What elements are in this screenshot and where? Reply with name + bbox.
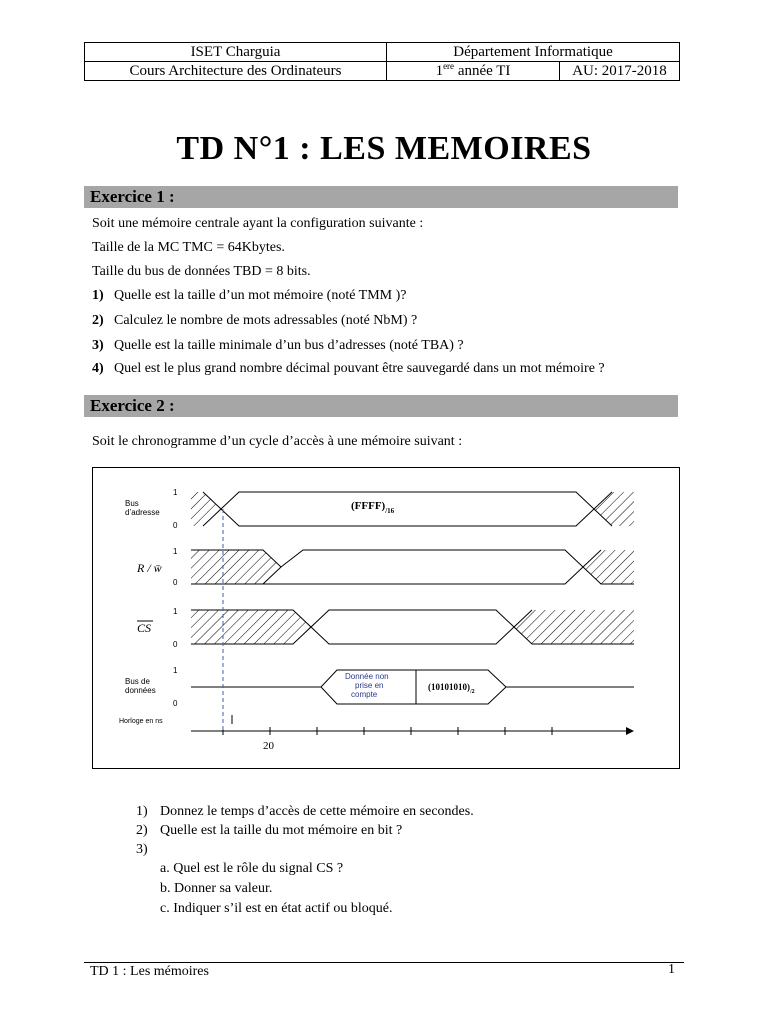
rw-hatch-right bbox=[583, 550, 634, 584]
level-high: 1 bbox=[173, 666, 178, 675]
data-bus-label: Bus de bbox=[125, 677, 150, 686]
address-hatch-left bbox=[191, 492, 221, 526]
cs-hatch-left bbox=[191, 610, 311, 644]
ex1-intro-line: Soit une mémoire centrale ayant la configuration suivante : bbox=[92, 216, 424, 231]
ex1-question: 2) Calculez le nombre de mots adressables (noté NbM) ? bbox=[92, 313, 418, 328]
level-high: 1 bbox=[173, 488, 178, 497]
footer-divider bbox=[84, 962, 684, 963]
exercise-1-heading: Exercice 1 : bbox=[84, 186, 678, 208]
exercise-2-heading: Exercice 2 : bbox=[84, 395, 678, 417]
academic-year: AU: 2017-2018 bbox=[560, 62, 680, 81]
level-high: 1 bbox=[173, 547, 178, 556]
level-low: 0 bbox=[173, 699, 178, 708]
department-name: Département Informatique bbox=[387, 43, 680, 62]
level-low: 0 bbox=[173, 521, 178, 530]
rw-label: R / w̄ bbox=[137, 561, 162, 575]
address-hatch-right bbox=[594, 492, 634, 526]
ex1-question: 3) Quelle est la taille minimale d’un bus d’adresses (noté TBA) ? bbox=[92, 338, 464, 353]
data-value: $(10101010)_{/2}$ bbox=[428, 682, 475, 695]
timing-diagram bbox=[92, 467, 680, 769]
address-bus-valid bbox=[221, 492, 594, 526]
ex1-intro-line: Taille de la MC TMC = 64Kbytes. bbox=[92, 240, 285, 255]
ex2-subquestion: a. Quel est le rôle du signal CS ? bbox=[160, 861, 344, 876]
school-name: ISET Charguia bbox=[85, 43, 387, 62]
address-bus-label: Bus bbox=[125, 499, 139, 508]
rw-hatch-left bbox=[191, 550, 281, 584]
page-number: 1 bbox=[668, 962, 675, 977]
cs-hatch-right bbox=[514, 610, 634, 644]
ex2-subquestion: b. Donner sa valeur. bbox=[160, 881, 273, 896]
level-low: 0 bbox=[173, 578, 178, 587]
data-box-text: compte bbox=[351, 690, 378, 699]
footer-title: TD 1 : Les mémoires bbox=[90, 964, 209, 979]
level-low: 0 bbox=[173, 640, 178, 649]
data-box-text: prise en bbox=[355, 681, 384, 690]
course-name: Cours Architecture des Ordinateurs bbox=[85, 62, 387, 81]
address-value: $(FFFF)_{/16}$ bbox=[351, 500, 395, 515]
class-year: 1ere année TI bbox=[387, 62, 560, 81]
level-high: 1 bbox=[173, 607, 178, 616]
tick-label: 20 bbox=[263, 740, 274, 752]
cs-label: CS bbox=[137, 621, 152, 635]
ex2-question: 3) bbox=[136, 842, 148, 857]
header-table bbox=[84, 42, 680, 81]
address-bus-label: d’adresse bbox=[125, 508, 160, 517]
ex2-question: 1) Donnez le temps d’accès de cette mémoire en secondes. bbox=[136, 804, 474, 819]
data-bus-label: données bbox=[125, 686, 156, 695]
ex2-intro: Soit le chronogramme d’un cycle d’accès à une mémoire suivant : bbox=[92, 434, 463, 449]
ex1-question: 4) Quel est le plus grand nombre décimal pouvant être sauvegardé dans un mot mémoire ? bbox=[92, 361, 605, 376]
ex1-question: 1) Quelle est la taille d’un mot mémoire (noté TMM )? bbox=[92, 288, 407, 303]
ex2-subquestion: c. Indiquer s’il est en état actif ou bloqué. bbox=[160, 901, 393, 916]
page-title: TD N°1 : LES MEMOIRES bbox=[176, 130, 592, 167]
clock-label: Horloge en ns bbox=[119, 718, 163, 725]
ex2-question: 2) Quelle est la taille du mot mémoire en bit ? bbox=[136, 823, 403, 838]
ex1-intro-line: Taille du bus de données TBD = 8 bits. bbox=[92, 264, 311, 279]
data-box-text: Donnée non bbox=[345, 672, 389, 681]
